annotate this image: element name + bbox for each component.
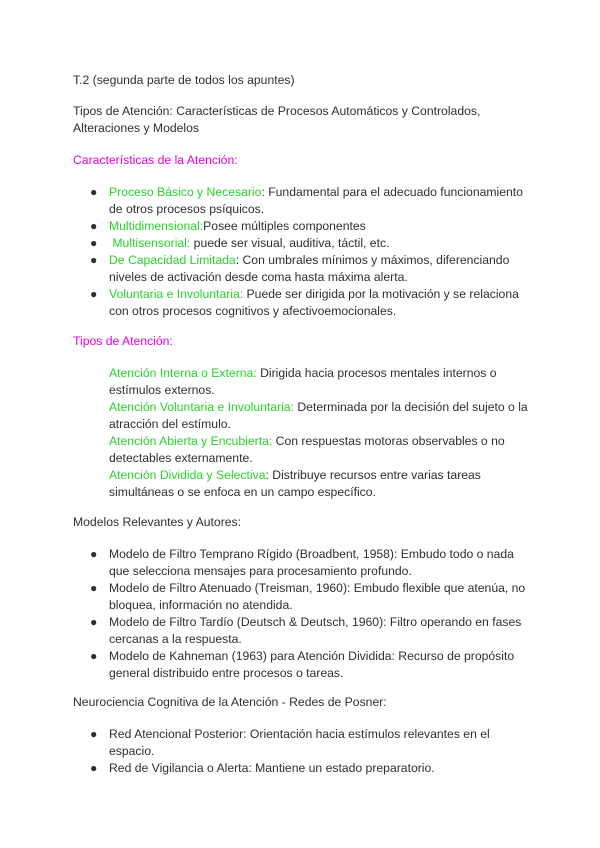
caracteristicas-title: Características de la Atención: — [73, 153, 238, 167]
list-item — [109, 467, 539, 501]
term: Multidimensional: — [109, 219, 204, 233]
list-item — [109, 433, 539, 467]
term: De Capacidad Limitada — [109, 253, 236, 267]
bullet-icon: ● — [90, 761, 98, 775]
subtitle-line-2: Alteraciones y Modelos — [73, 121, 199, 135]
bullet-icon: ● — [90, 727, 98, 741]
subtitle-line-1: Tipos de Atención: Características de Procesos Automáticos y Controlados, — [73, 104, 481, 118]
bullet-icon: ● — [90, 649, 98, 663]
bullet-icon: ● — [90, 615, 98, 629]
description: Determinada por la decisión del sujeto o la atracción del estímulo. — [109, 400, 528, 431]
list-item — [73, 580, 533, 614]
item-text: Modelo de Filtro Temprano Rígido (Broadbent, 1958): Embudo todo o nada que selecciona mensajes para procesamiento profundo. — [109, 547, 514, 578]
list-item — [109, 399, 539, 433]
description: puede ser visual, auditiva, táctil, etc. — [193, 236, 390, 250]
description: Con respuestas motoras observables o no detectables externamente. — [109, 434, 505, 465]
term: Atención Interna o Externa: — [109, 366, 257, 380]
list-item — [73, 235, 533, 252]
caracteristicas-list — [73, 184, 533, 320]
bullet-icon: ● — [90, 547, 98, 561]
list-item — [73, 184, 533, 218]
list-item — [73, 648, 533, 682]
description: Dirigida hacia procesos mentales internos o estímulos externos. — [109, 366, 497, 397]
neuro-title: Neurociencia Cognitiva de la Atención - Redes de Posner: — [73, 695, 387, 709]
description: Distribuye recursos entre varias tareas simultáneas o se enfoca en un campo específico. — [109, 468, 481, 499]
list-item — [109, 365, 539, 399]
tipos-title: Tipos de Atención: — [73, 334, 173, 348]
item-text: Modelo de Filtro Atenuado (Treisman, 1960): Embudo flexible que atenúa, no bloquea, información no atendida. — [109, 581, 526, 612]
modelos-list — [73, 546, 533, 682]
description: Puede ser dirigida por la motivación y se relaciona con otros procesos cognitivos y afectivoemocionales. — [109, 287, 519, 318]
bullet-icon: ● — [90, 185, 98, 199]
list-item — [73, 546, 533, 580]
separator: : — [235, 253, 243, 267]
modelos-title: Modelos Relevantes y Autores: — [73, 515, 242, 529]
term: Proceso Básico y Necesario — [109, 185, 262, 199]
list-item — [73, 614, 533, 648]
neuro-list — [73, 726, 533, 777]
separator: : — [261, 185, 269, 199]
item-text: Modelo de Filtro Tardío (Deutsch & Deutsch, 1960): Filtro operando en fases cercanas a la respuesta. — [109, 615, 522, 646]
term: Multisensorial: — [109, 236, 191, 250]
term: Atención Dividida y Selectiva — [109, 468, 266, 482]
item-text: Modelo de Kahneman (1963) para Atención Dividida: Recurso de propósito general distribuido entre procesos o tareas. — [109, 649, 515, 680]
list-item — [73, 760, 533, 777]
list-item — [73, 218, 533, 235]
separator: : — [265, 468, 273, 482]
tipos-list — [109, 365, 539, 501]
bullet-icon: ● — [90, 253, 98, 267]
list-item — [73, 726, 533, 760]
list-item — [73, 286, 533, 320]
term: Atención Abierta y Encubierta: — [109, 434, 273, 448]
term: Voluntaria e Involuntaria: — [109, 287, 244, 301]
description: Con umbrales mínimos y máximos, diferenciando niveles de activación desde coma hasta máxima alerta. — [109, 253, 510, 284]
item-text: Red Atencional Posterior: Orientación hacia estímulos relevantes en el espacio. — [109, 727, 490, 758]
document-heading: T.2 (segunda parte de todos los apuntes) — [73, 73, 295, 87]
section-subtitle — [73, 103, 543, 137]
bullet-icon: ● — [90, 287, 98, 301]
bullet-icon: ● — [90, 236, 98, 250]
bullet-icon: ● — [90, 581, 98, 595]
item-text: Red de Vigilancia o Alerta: Mantiene un estado preparatorio. — [109, 761, 435, 775]
term: Atención Voluntaria e Involuntaria: — [109, 400, 294, 414]
description: Posee múltiples componentes — [203, 219, 366, 233]
list-item — [73, 252, 533, 286]
bullet-icon: ● — [90, 219, 98, 233]
description: Fundamental para el adecuado funcionamiento de otros procesos psíquicos. — [109, 185, 523, 216]
